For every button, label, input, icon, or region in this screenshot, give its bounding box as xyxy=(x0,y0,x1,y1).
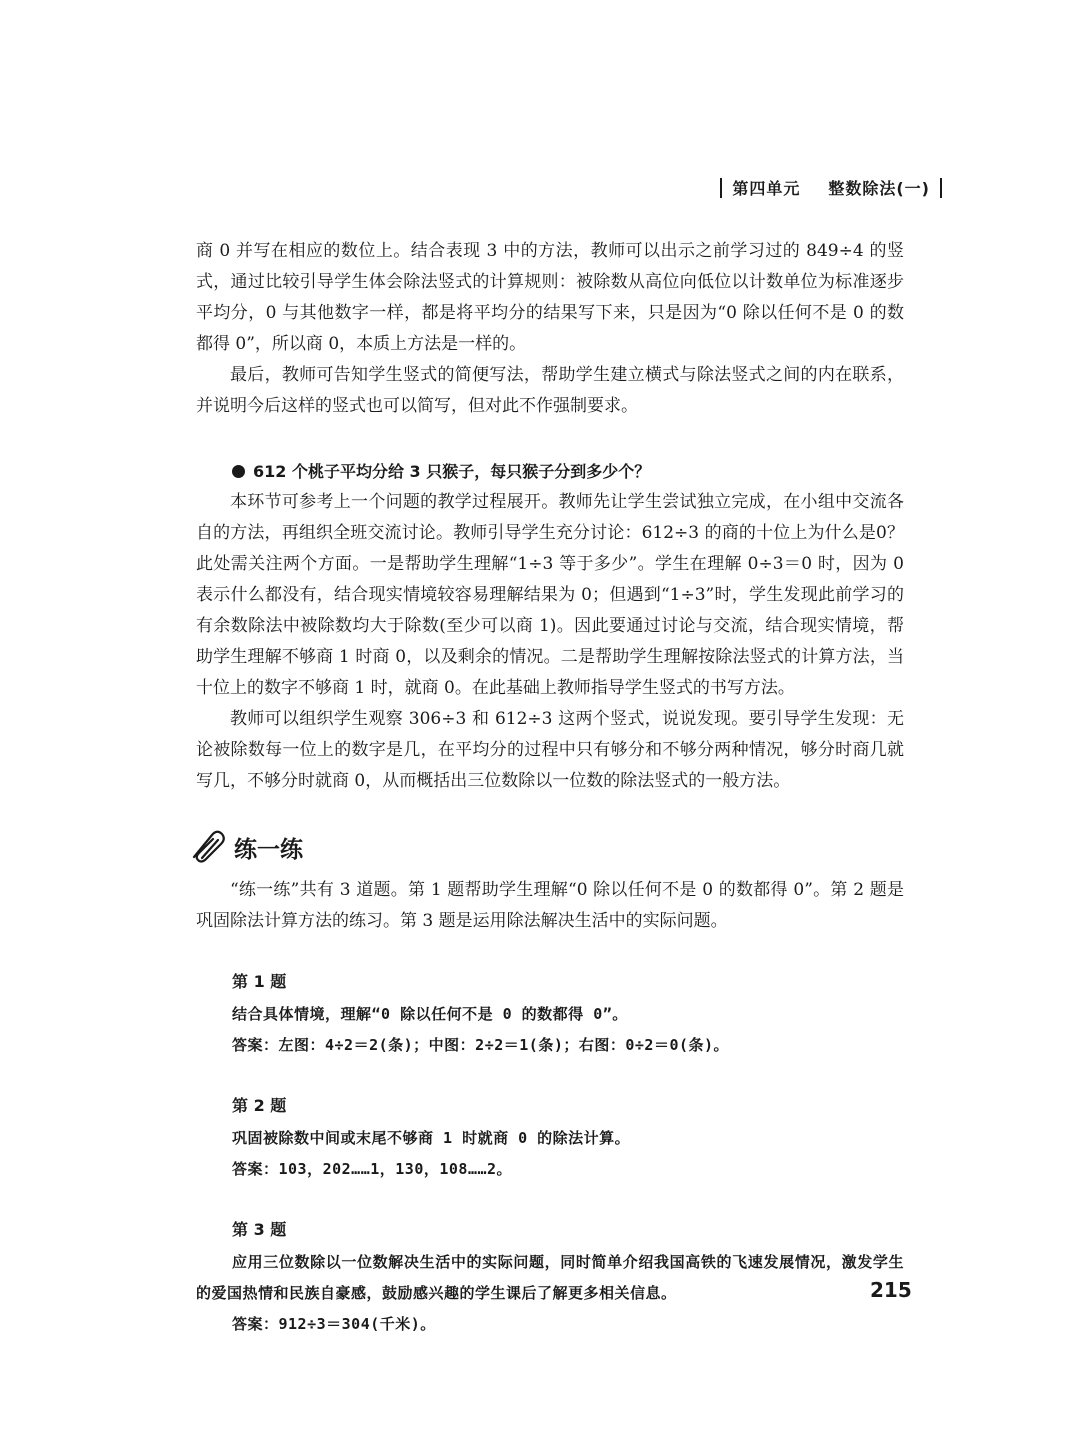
page-number: 215 xyxy=(870,1278,912,1302)
exercise-desc-3: 应用三位数除以一位数解决生活中的实际问题，同时简单介绍我国高铁的飞速发展情况，激发学生的爱国热情和民族自豪感，鼓励感兴趣的学生课后了解更多相关信息。 xyxy=(196,1253,904,1302)
practice-intro: “练一练”共有 3 道题。第 1 题帮助学生理解“0 除以任何不是 0 的数都得 0”。第 2 题是巩固除法计算方法的练习。第 3 题是运用除法解决生活中的实际问题。 xyxy=(196,880,904,931)
exercise-answer-1: 答案：左图：4÷2＝2(条)；中图：2÷2＝1(条)；右图：0÷2＝0(条)。 xyxy=(232,1036,730,1054)
bullet-question xyxy=(196,456,904,487)
bullet-dot-icon xyxy=(232,465,245,478)
exercise-answer-3: 答案：912÷3＝304(千米)。 xyxy=(232,1315,436,1333)
header-chapter: 第四单元 xyxy=(732,179,801,198)
paragraph: 教师可以组织学生观察 306÷3 和 612÷3 这两个竖式，说说发现。要引导学生发现：无论被除数每一位上的数字是几，在平均分的过程中只有够分和不够分两种情况，够分时商几就写几，不够分时就商 0，从而概括出三位数除以一位数的除法竖式的一般方法。 xyxy=(196,709,904,791)
paragraph: 最后，教师可告知学生竖式的简便写法，帮助学生建立横式与除法竖式之间的内在联系，并说明今后这样的竖式也可以简写，但对此不作强制要求。 xyxy=(196,365,904,416)
exercise-answer-2: 答案：103，202……1，130，108……2。 xyxy=(232,1160,513,1178)
exercise-heading-2: 第 2 题 xyxy=(232,1096,287,1115)
running-header xyxy=(720,176,942,199)
paragraph-continuation: 商 0 并写在相应的数位上。结合表现 3 中的方法，教师可以出示之前学习过的 849÷4 的竖式，通过比较引导学生体会除法竖式的计算规则：被除数从高位向低位以计数单位为标准逐步平均分，0 与其他数字一样，都是将平均分的结果写下来，只是因为“0 除以任何不是 0 的数都得 0”，所以商 0，本质上方法是一样的。 xyxy=(196,241,904,354)
header-title: 整数除法(一) xyxy=(828,179,930,198)
practice-title: 练一练 xyxy=(234,837,303,863)
exercise-heading-3: 第 3 题 xyxy=(232,1220,287,1239)
practice-section-title xyxy=(188,827,904,873)
header-left-bar xyxy=(720,178,722,198)
exercise-heading-1: 第 1 题 xyxy=(232,972,287,991)
exercise-desc-2: 巩固被除数中间或末尾不够商 1 时就商 0 的除法计算。 xyxy=(232,1129,631,1147)
exercise-desc-1: 结合具体情境，理解“0 除以任何不是 0 的数都得 0”。 xyxy=(232,1005,628,1023)
question-text: 612 个桃子平均分给 3 只猴子，每只猴子分到多少个？ xyxy=(253,462,651,481)
paperclip-icon xyxy=(188,827,230,873)
paragraph: 本环节可参考上一个问题的教学过程展开。教师先让学生尝试独立完成，在小组中交流各自的方法，再组织全班交流讨论。教师引导学生充分讨论：612÷3 的商的十位上为什么是0？此处需关注两个方面。一是帮助学生理解“1÷3 等于多少”。学生在理解 0÷3＝0 时，因为 0 表示什么都没有，结合现实情境较容易理解结果为 0；但遇到“1÷3”时，学生发现此前学习的有余数除法中被除数均大于除数(至少可以商 1)。因此要通过讨论与交流，结合现实情境，帮助学生理解不够商 1 时商 0，以及剩余的情况。二是帮助学生理解按除法竖式的计算方法，当十位上的数字不够商 1 时，就商 0。在此基础上教师指导学生竖式的书写方法。 xyxy=(196,492,904,698)
page-content xyxy=(196,236,904,1340)
header-right-bar xyxy=(940,178,942,198)
